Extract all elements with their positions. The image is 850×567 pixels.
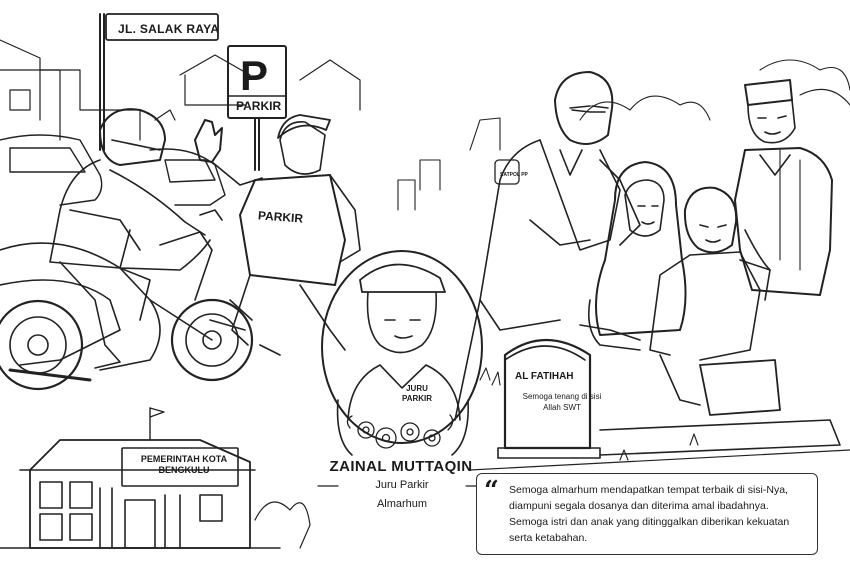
- deceased-status: Almarhum: [376, 498, 428, 510]
- gravestone-title: AL FATIHAH: [515, 371, 574, 382]
- condolence-quote-box: [476, 473, 818, 555]
- government-building: [0, 408, 310, 548]
- widow: [580, 162, 686, 350]
- condolence-quote-text: Semoga almarhum mendapatkan tempat terbaik di sisi-Nya, diampuni segala dosanya dan diterima amal ibadahnya. Semoga istri dan anak yang ditinggalkan diberikan kekuatan serta ketabahan.: [509, 484, 790, 544]
- building-sign-label: PEMERINTAH KOTA BENGKULU: [140, 454, 228, 475]
- parking-sign-label: PARKIR: [236, 99, 282, 113]
- vest-label: PARKIR: [257, 208, 304, 226]
- motorcycle: [0, 210, 252, 389]
- uniform-badge-label: SATPOL PP: [500, 172, 528, 178]
- parking-sign-letter: P: [240, 52, 269, 99]
- quote-mark-icon: “: [484, 476, 499, 506]
- deceased-role: Juru Parkir: [375, 479, 429, 491]
- parked-cars: [0, 135, 225, 205]
- official: [455, 72, 640, 420]
- gravestone-message: Semoga tenang di sisi Allah SWT: [522, 392, 602, 412]
- street-sign-label: JL. SALAK RAYA: [118, 22, 220, 36]
- portrait-frame: [322, 251, 482, 455]
- deceased-name: ZAINAL MUTTAQIN: [329, 458, 473, 475]
- portrait-vest-tag: JURU PARKIR: [401, 384, 433, 403]
- boy: [650, 188, 770, 405]
- parking-attendant: [195, 115, 360, 355]
